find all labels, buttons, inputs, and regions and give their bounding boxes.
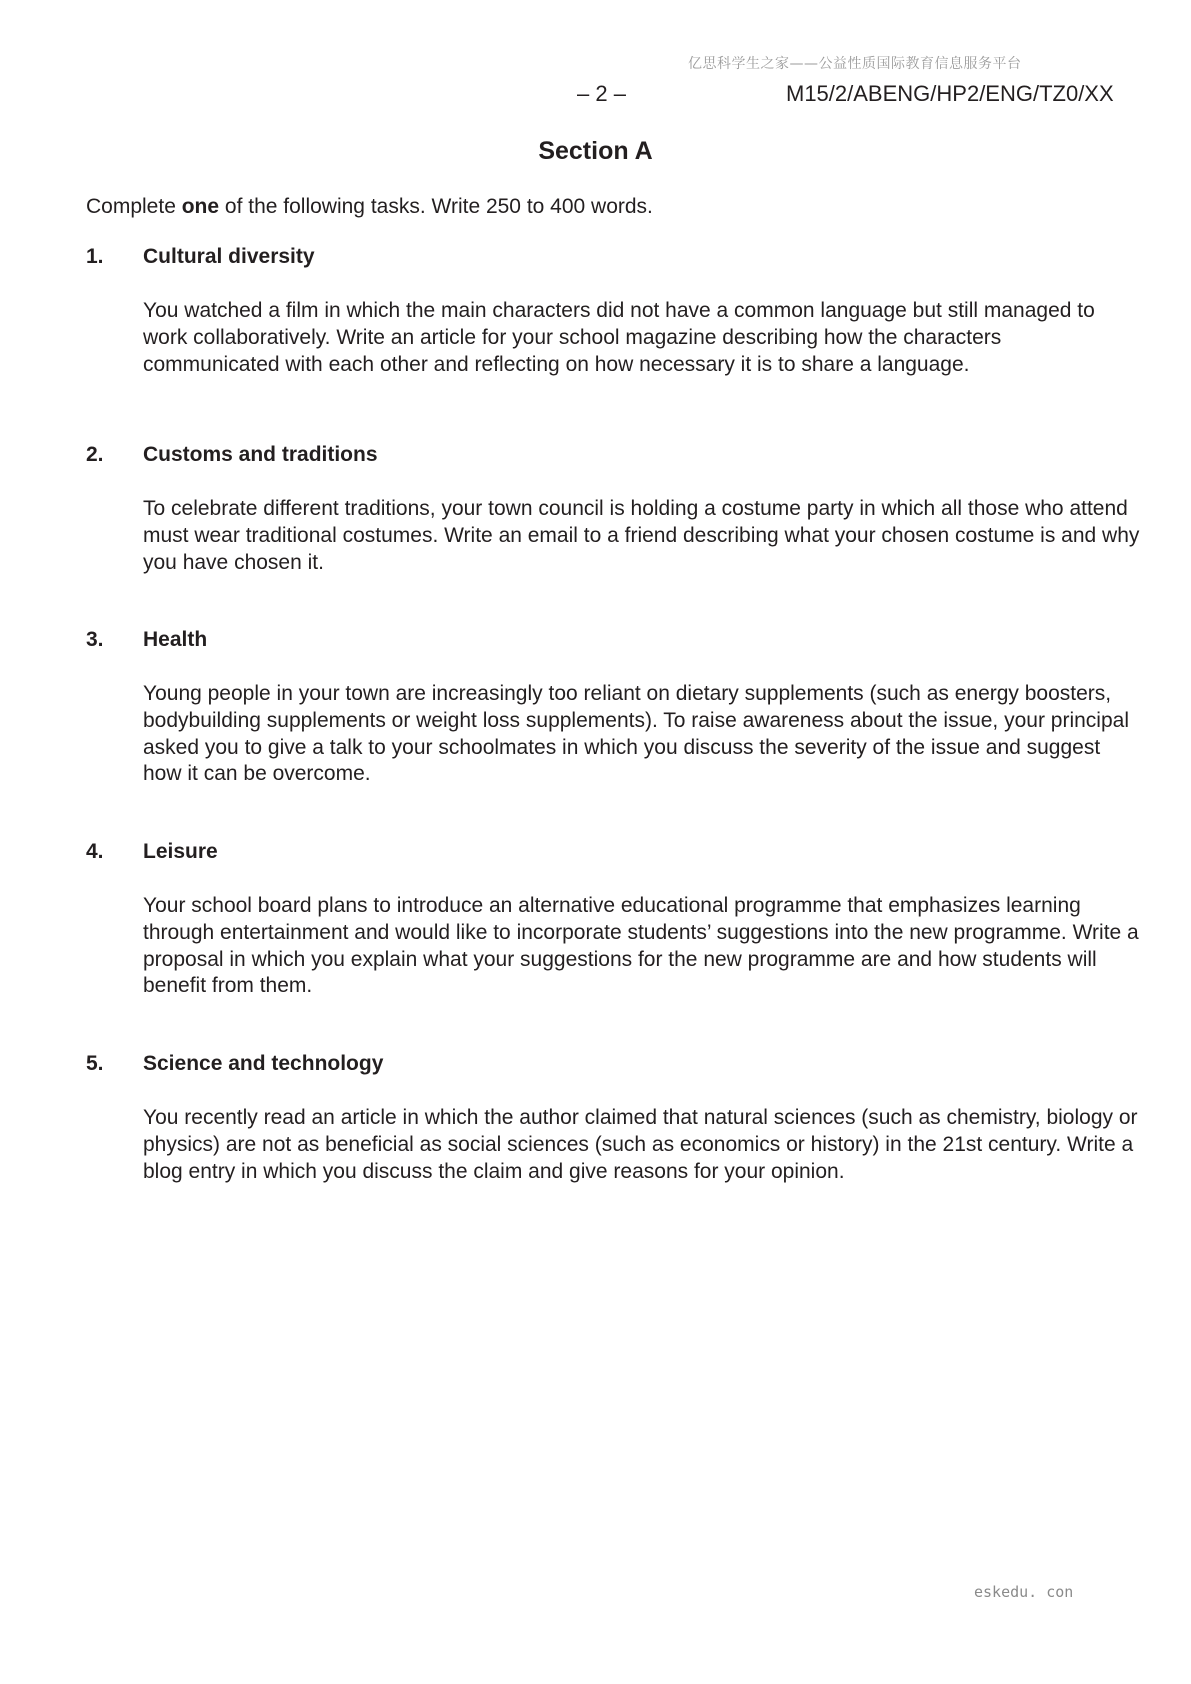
- task-title: Health: [143, 628, 208, 651]
- instructions-emphasis: one: [181, 195, 220, 218]
- task-2: [86, 443, 1140, 576]
- task-3: [86, 628, 1129, 788]
- task-5: [86, 1052, 1138, 1185]
- task-4: [86, 840, 1139, 1000]
- task-number: 2.: [86, 443, 104, 466]
- task-number: 5.: [86, 1052, 104, 1075]
- header-watermark: 亿思科学生之家——公益性质国际教育信息服务平台: [688, 56, 1022, 72]
- instructions: [86, 195, 653, 219]
- task-text: You recently read an article in which the author claimed that natural sciences (such as chemistry, biology or physics) are not as beneficial as social sciences (such as economics or history) in the 21st century. Write a blog entry in which you discuss the claim and give reasons for your opinion.: [143, 1106, 1138, 1183]
- instructions-text-after: of the following tasks. Write 250 to 400 words.: [219, 195, 653, 218]
- footer-watermark: eskedu. con: [974, 1583, 1074, 1601]
- task-number: 1.: [86, 245, 104, 268]
- task-title: Cultural diversity: [143, 245, 315, 268]
- task-number: 3.: [86, 628, 104, 651]
- task-1: [86, 245, 1126, 378]
- task-text: To celebrate different traditions, your town council is holding a costume party in which all those who attend must wear traditional costumes. Write an email to a friend describing what your chosen costume is and why you have chosen it.: [143, 497, 1140, 574]
- task-text: You watched a film in which the main characters did not have a common language but still managed to work collaboratively. Write an article for your school magazine describing how the characters communicated with each other and reflecting on how necessary it is to share a language.: [143, 299, 1095, 376]
- instructions-text-before: Complete: [86, 195, 182, 218]
- task-title: Science and technology: [143, 1052, 384, 1075]
- task-heading: [86, 1052, 1126, 1079]
- task-number: 4.: [86, 840, 104, 863]
- task-heading: [86, 443, 1126, 470]
- task-text: Young people in your town are increasingly too reliant on dietary supplements (such as energy boosters, bodybuilding supplements or weight loss supplements). To raise awareness about the issue, your principal asked you to give a talk to your schoolmates in which you discuss the severity of the issue and suggest how it can be overcome.: [143, 682, 1129, 786]
- task-title: Customs and traditions: [143, 443, 378, 466]
- task-text: Your school board plans to introduce an alternative educational programme that emphasizes learning through entertainment and would like to incorporate students’ suggestions into the new programme. Write a proposal in which you explain what your suggestions for the new programme are and how students will benefit from them.: [143, 894, 1139, 998]
- page-number: – 2 –: [577, 81, 626, 106]
- task-heading: [86, 628, 1126, 655]
- task-heading: [86, 840, 1126, 867]
- paper-code: M15/2/ABENG/HP2/ENG/TZ0/XX: [786, 81, 1114, 106]
- task-title: Leisure: [143, 840, 218, 863]
- task-heading: [86, 245, 1126, 272]
- section-title: Section A: [538, 137, 653, 165]
